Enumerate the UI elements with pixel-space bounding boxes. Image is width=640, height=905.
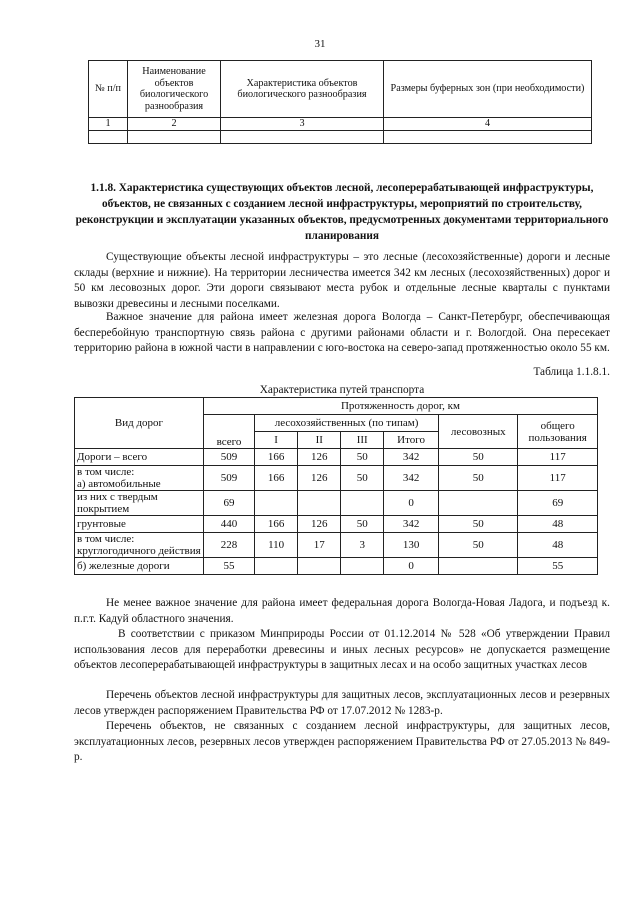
table-cell: 0 [384,558,439,575]
header-road-type: Вид дорог [75,398,204,449]
paragraph: Перечень объектов, не связанных с созданием лесной инфраструктуры, для защитных лесов, эксплуатационных лесов, резервных лесов утвержден распоряжением Правительства РФ от 27.05.2013 № 849-р. [74,720,610,763]
cell: 4 [384,118,592,131]
cell [384,130,592,143]
table-cell [341,491,384,516]
table-row [89,130,592,143]
table-cell: 50 [439,516,518,533]
header-type-1: I [255,432,298,449]
header-object-name: Наименование объектов биологического разнообразия [128,61,221,118]
table-cell: 130 [384,533,439,558]
header-public: общего пользования [518,415,598,449]
table-row [75,449,598,466]
table-cell [298,558,341,575]
table-cell: 50 [341,466,384,491]
header-type-2: II [298,432,341,449]
page-number: 31 [314,38,326,50]
table-cell: 126 [298,466,341,491]
table-title: Характеристика путей транспорта [259,384,425,396]
table-cell: 166 [255,466,298,491]
table-cell: 50 [341,449,384,466]
row-label: грунтовые [75,516,204,533]
table-cell: 509 [203,466,254,491]
table-row [75,491,598,516]
paragraph: Важное значение для района имеет железная дорога Вологда – Санкт-Петербург, обеспечивающая бесперебойную транспортную связь района с другими районами области и г. Вологдой. Она пересекает территорию района в южной части в направлении с юго-востока на северо-запад протяженностью около 55 км. [74,311,610,354]
table-cell [255,558,298,575]
table-row [75,558,598,575]
table-cell: 509 [203,449,254,466]
table-row [89,118,592,131]
header-total: всего [203,415,254,449]
header-characteristic: Характеристика объектов биологического разнообразия [221,61,384,118]
table-cell [341,558,384,575]
table-cell: 342 [384,449,439,466]
header-number: № п/п [89,61,128,118]
table-cell: 126 [298,449,341,466]
table-cell [439,558,518,575]
row-label: б) железные дороги [75,558,204,575]
paragraph: В соответствии с приказом Минприроды России от 01.12.2014 № 528 «Об утверждении Правил использования лесов для переработки древесины и иных лесных ресурсов» не допускается размещение объектов лесоперерабатывающей инфраструктуры в защитных лесах и на особо защитных участках лесов [74,628,610,671]
table-cell: 50 [439,533,518,558]
transport-table [74,397,598,575]
table-row [75,533,598,558]
paragraph: Существующие объекты лесной инфраструктуры – это лесные (лесохозяйственные) дороги и лесные склады (верхние и нижние). На территории лесничества имеется 342 км лесных (лесохозяйственных) дорог и 50 км лесовозных дорог. Эти дороги связывают места рубок и отдельные лесные кварталы с пунктами вывозки древесины и лесными поселками. [74,251,610,310]
paragraph: Не менее важное значение для района имеет федеральная дорога Вологда-Новая Ладога, и подъезд к. п.г.т. Кадуй областного значения. [74,597,610,625]
table-cell: 342 [384,516,439,533]
table-cell [439,491,518,516]
table-cell: 440 [203,516,254,533]
cell: 3 [221,118,384,131]
table-cell: 126 [298,516,341,533]
row-label: в том числе: а) автомобильные [75,466,204,491]
table-cell: 48 [518,533,598,558]
table-cell: 166 [255,449,298,466]
row-label: в том числе: круглогодичного действия [75,533,204,558]
cell [128,130,221,143]
table-number: Таблица 1.1.8.1. [533,366,610,378]
header-length: Протяженность дорог, км [203,398,597,415]
table-cell: 55 [518,558,598,575]
table-cell: 110 [255,533,298,558]
table-cell: 3 [341,533,384,558]
table-cell: 48 [518,516,598,533]
paragraph: Перечень объектов лесной инфраструктуры для защитных лесов, эксплуатационных лесов и резервных лесов утвержден распоряжением Правительства РФ от 17.07.2012 № 1283-р. [74,689,610,717]
table-header-row [75,398,598,415]
cell: 2 [128,118,221,131]
table-cell: 50 [341,516,384,533]
cell [221,130,384,143]
table-cell: 0 [384,491,439,516]
section-heading: 1.1.8. Характеристика существующих объектов лесной, лесоперерабатывающей инфраструктуры, объектов, не связанных с созданием лесной инфраструктуры, мероприятий по строительству, реконструкции и эксплуатации указанных объектов, предусмотренных документами территориального планирования [75,182,609,242]
table-cell: 69 [518,491,598,516]
table-cell [298,491,341,516]
table-cell: 342 [384,466,439,491]
cell: 1 [89,118,128,131]
table-cell [255,491,298,516]
row-label: Дороги – всего [75,449,204,466]
header-itogo: Итого [384,432,439,449]
table-header-row [89,61,592,118]
table-cell: 17 [298,533,341,558]
header-type-3: III [341,432,384,449]
biodiversity-table [88,60,592,144]
row-label: из них с твердым покрытием [75,491,204,516]
table-cell: 117 [518,466,598,491]
header-forestry: лесохозяйственных (по типам) [255,415,439,432]
table-cell: 69 [203,491,254,516]
table-cell: 50 [439,466,518,491]
table-cell: 50 [439,449,518,466]
table-row [75,466,598,491]
table-cell: 117 [518,449,598,466]
cell [89,130,128,143]
header-buffer-zone: Размеры буферных зон (при необходимости) [384,61,592,118]
table-row [75,516,598,533]
table-cell: 166 [255,516,298,533]
header-logging: лесовозных [439,415,518,449]
table-cell: 55 [203,558,254,575]
table-cell: 228 [203,533,254,558]
